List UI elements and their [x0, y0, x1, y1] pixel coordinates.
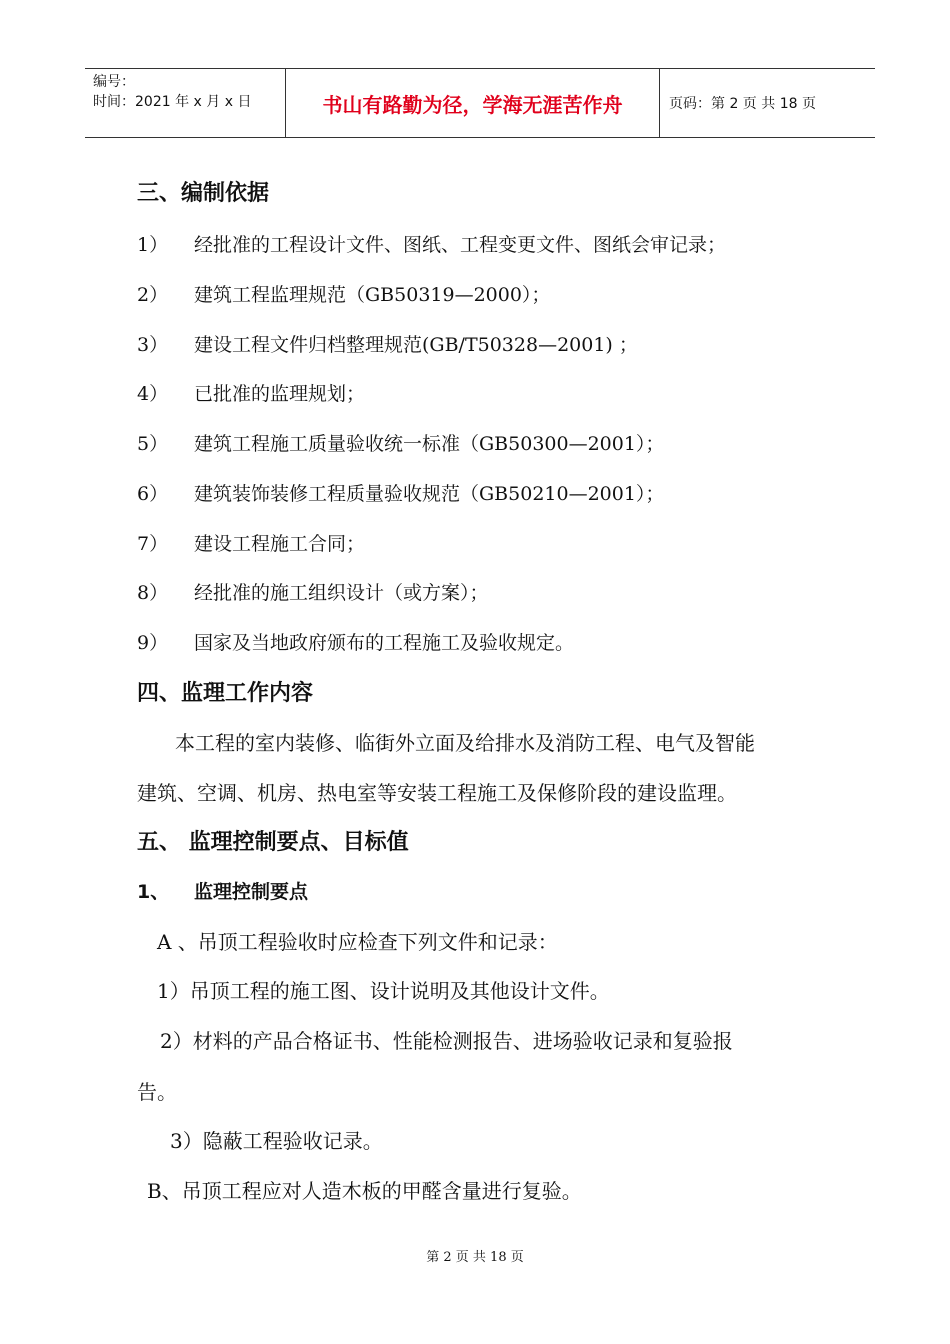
list-item-number: 8）	[137, 582, 169, 604]
paragraph-line: 2）材料的产品合格证书、性能检测报告、进场验收记录和复验报	[160, 1029, 733, 1053]
list-item-number: 6）	[137, 483, 169, 505]
header-motto: 书山有路勤为径，学海无涯苦作舟	[322, 92, 623, 117]
list-item-number: 7）	[137, 533, 169, 555]
paragraph-line: 告。	[137, 1080, 177, 1104]
section-5-title: 五、 监理控制要点、目标值	[137, 830, 409, 855]
section-3-title: 三、编制依据	[137, 181, 270, 206]
list-item-text: 经批准的施工组织设计（或方案）；	[194, 582, 489, 604]
subsection-title: 监理控制要点	[194, 881, 309, 903]
header-page-label: 页码：第 2 页 共 18 页	[669, 96, 816, 112]
header-info-cell	[85, 69, 285, 137]
section-4-title: 四、监理工作内容	[137, 681, 314, 706]
paragraph-line: A 、吊顶工程验收时应检查下列文件和记录：	[157, 930, 558, 954]
list-item-text: 建筑工程监理规范（GB50319—2000）；	[194, 284, 551, 306]
list-item-number: 2）	[137, 284, 169, 306]
paragraph-line: 本工程的室内装修、临街外立面及给排水及消防工程、电气及智能	[175, 731, 755, 755]
list-item-text: 已批准的监理规划；	[194, 383, 366, 405]
list-item-text: 经批准的工程设计文件、图纸、工程变更文件、图纸会审记录；	[194, 234, 727, 256]
page-header	[85, 68, 875, 138]
list-item-number: 9）	[137, 632, 169, 654]
time-label: 时间：2021 年 x 月 x 日	[93, 94, 252, 110]
paragraph-line: B、吊顶工程应对人造木板的甲醛含量进行复验。	[147, 1179, 582, 1203]
page-footer: 第 2 页 共 18 页	[426, 1250, 524, 1265]
paragraph-line: 建筑、空调、机房、热电室等安装工程施工及保修阶段的建设监理。	[137, 781, 737, 805]
list-item-text: 建设工程文件归档整理规范(GB/T50328—2001) ；	[194, 334, 638, 356]
list-item-number: 1）	[137, 234, 169, 256]
header-divider	[659, 69, 660, 137]
list-item-number: 3）	[137, 334, 169, 356]
list-item-number: 5）	[137, 433, 169, 455]
list-item-number: 4）	[137, 383, 169, 405]
list-item-text: 国家及当地政府颁布的工程施工及验收规定。	[194, 632, 575, 654]
paragraph-line: 1）吊顶工程的施工图、设计说明及其他设计文件。	[157, 979, 610, 1003]
list-item-text: 建设工程施工合同；	[194, 533, 366, 555]
list-item-text: 建筑装饰装修工程质量验收规范（GB50210—2001）；	[194, 483, 665, 505]
list-item-text: 建筑工程施工质量验收统一标准（GB50300—2001）；	[194, 433, 665, 455]
subsection-number: 1、	[137, 881, 170, 903]
number-label: 编号：	[93, 74, 135, 90]
paragraph-line: 3）隐蔽工程验收记录。	[170, 1129, 383, 1153]
